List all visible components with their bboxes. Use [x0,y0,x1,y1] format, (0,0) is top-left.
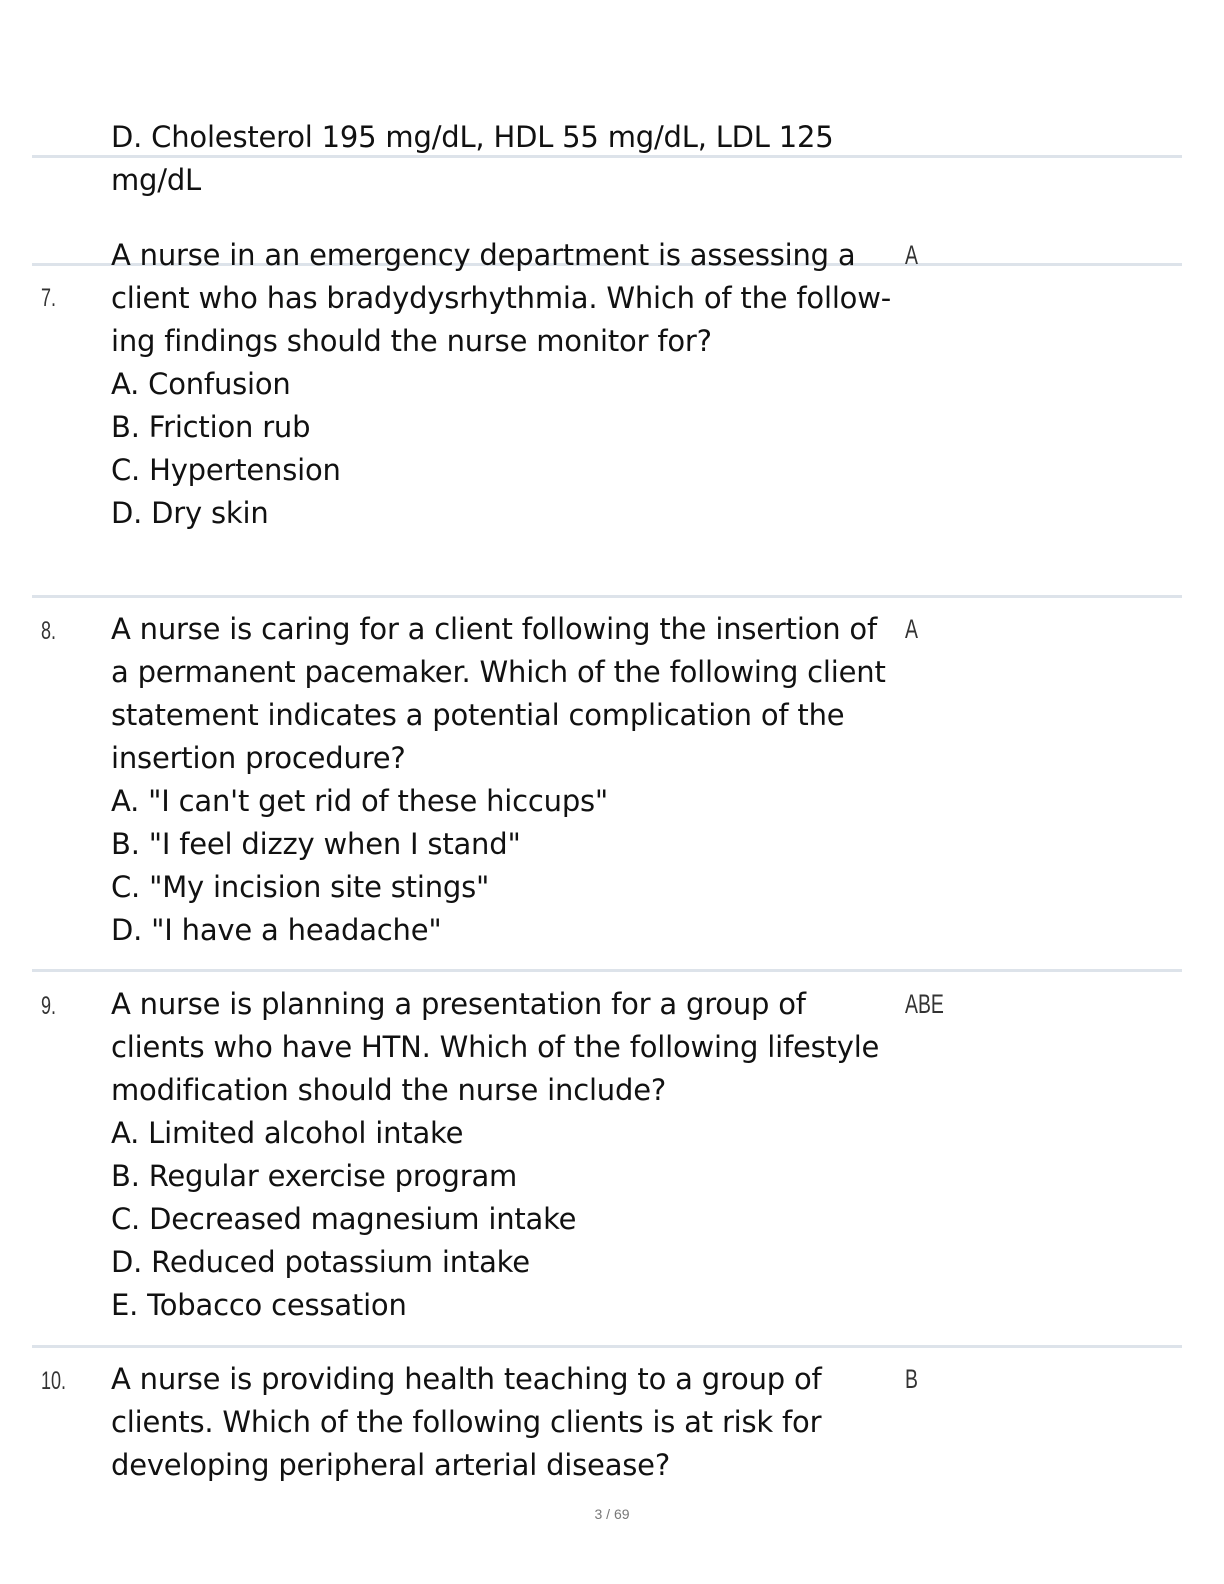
answer-key: A [905,614,918,644]
question-7 [111,234,901,535]
answer-option: D. Reduced potassium intake [111,1245,530,1279]
answer-option: C. Decreased magnesium intake [111,1202,577,1236]
question-stem-line: developing peripheral arterial disease? [111,1448,671,1482]
question-stem-line: statement indicates a potential complication of the [111,698,845,732]
question-stem-line: A nurse is providing health teaching to a group of [111,1362,822,1396]
question-number: 7. [41,284,57,312]
question-number: 8. [41,617,57,645]
answer-key: B [905,1364,918,1394]
answer-option: A. "I can't get rid of these hiccups" [111,784,609,818]
answer-key: A [905,240,918,270]
question-stem-line: A nurse is caring for a client following the insertion of [111,612,877,646]
question-stem-line: client who has bradydysrhythmia. Which of the follow- [111,281,892,315]
carryover-option [111,116,901,202]
question-number: 10. [41,1367,67,1395]
question-stem-line: A nurse is planning a presentation for a group of [111,987,806,1021]
option-line: mg/dL [111,163,201,197]
answer-option: B. "I feel dizzy when I stand" [111,827,521,861]
answer-option: C. Hypertension [111,453,341,487]
answer-option: D. "I have a headache" [111,913,442,947]
answer-option: A. Confusion [111,367,291,401]
answer-option: C. "My incision site stings" [111,870,490,904]
answer-option: A. Limited alcohol intake [111,1116,464,1150]
question-stem-line: clients who have HTN. Which of the following lifestyle [111,1030,880,1064]
question-number: 9. [41,992,57,1020]
answer-option: B. Regular exercise program [111,1159,518,1193]
divider [32,1345,1182,1348]
question-10 [111,1358,901,1487]
question-stem-line: A nurse in an emergency department is assessing a [111,238,856,272]
question-stem-line: ing findings should the nurse monitor for? [111,324,712,358]
page-indicator: 3 / 69 [594,1506,630,1522]
question-stem-line: insertion procedure? [111,741,406,775]
question-8 [111,608,901,952]
answer-option: E. Tobacco cessation [111,1288,407,1322]
option-line: D. Cholesterol 195 mg/dL, HDL 55 mg/dL, LDL 125 [111,120,834,154]
answer-option: D. Dry skin [111,496,269,530]
divider [32,969,1182,972]
question-stem-line: a permanent pacemaker. Which of the following client [111,655,886,689]
divider [32,595,1182,598]
question-stem-line: clients. Which of the following clients is at risk for [111,1405,822,1439]
answer-option: B. Friction rub [111,410,311,444]
question-9 [111,983,901,1327]
answer-key: ABE [905,989,944,1019]
question-stem-line: modification should the nurse include? [111,1073,667,1107]
